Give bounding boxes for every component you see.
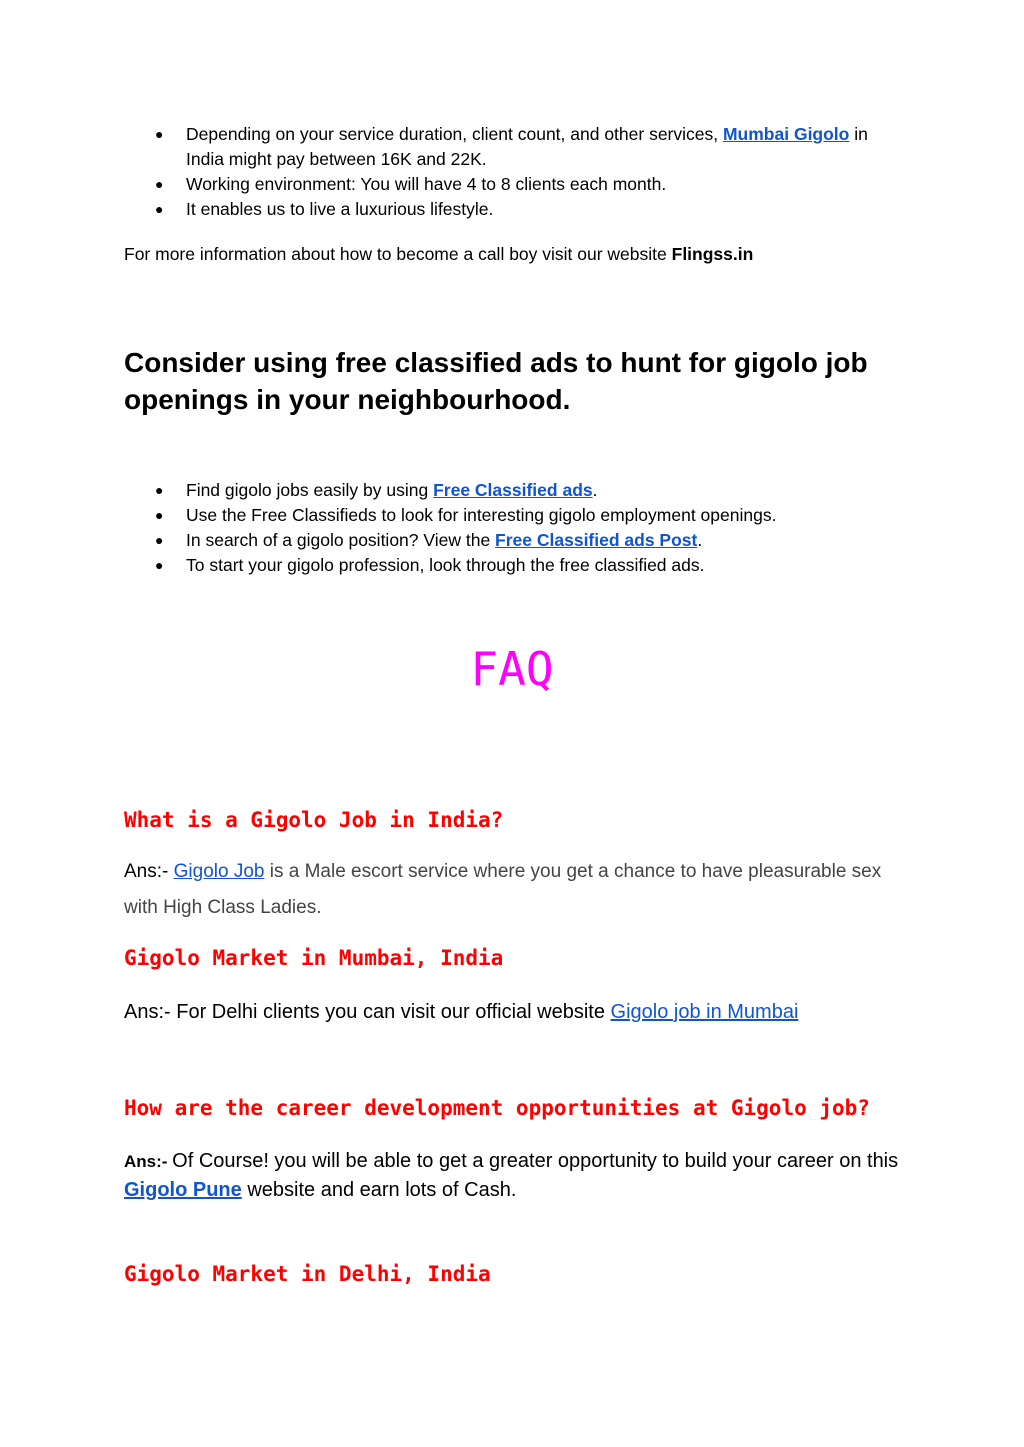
list-item: ● In search of a gigolo position? View the Free Classified ads Post. <box>124 528 924 553</box>
faq-answer: Ans:- Gigolo Job is a Male escort service where you get a chance to have pleasurable sex with High Class Ladies. <box>124 861 882 918</box>
gigolo-pune-link[interactable]: Gigolo Pune <box>124 1179 242 1201</box>
faq-answer: Ans:- For Delhi clients you can visit our official website Gigolo job in Mumbai <box>124 1001 799 1023</box>
free-classified-ads-post-link[interactable]: Free Classified ads Post <box>495 530 698 550</box>
mumbai-gigolo-link[interactable]: Mumbai Gigolo <box>722 124 850 144</box>
faq-question: How are the career development opportunities at Gigolo job? <box>124 1096 870 1120</box>
list-item: ● Depending on your service duration, client count, and other services, Mumbai Gigolo in India might pay between 16K and 22K. <box>124 122 884 172</box>
faq-question: What is a Gigolo Job in India? <box>124 808 504 832</box>
list-item: ● Use the Free Classifieds to look for interesting gigolo employment openings. <box>124 503 924 528</box>
info-paragraph: For more information about how to become a call boy visit our website Flingss.in <box>124 244 754 264</box>
list-item: ● Working environment: You will have 4 to 8 clients each month. <box>124 172 884 197</box>
faq-title: FAQ <box>470 642 554 696</box>
list-item: ● It enables us to live a luxurious lifestyle. <box>124 197 884 222</box>
section-heading: Consider using free classified ads to hunt for gigolo job openings in your neighbourhood. <box>124 347 868 415</box>
gigolo-job-link[interactable]: Gigolo Job <box>173 861 265 882</box>
free-classified-ads-link[interactable]: Free Classified ads <box>433 480 593 500</box>
list-item: ● Find gigolo jobs easily by using Free Classified ads. <box>124 478 924 503</box>
site-name: Flingss.in <box>671 244 754 264</box>
benefits-list <box>124 122 884 222</box>
faq-question: Gigolo Market in Mumbai, India <box>124 946 504 970</box>
faq-question: Gigolo Market in Delhi, India <box>124 1262 491 1286</box>
list-item: ● To start your gigolo profession, look through the free classified ads. <box>124 553 924 578</box>
faq-answer: Ans:- Of Course! you will be able to get a greater opportunity to build your career on this Gigolo Pune website and earn lots of Cash. <box>124 1150 899 1201</box>
gigolo-job-in-mumbai-link[interactable]: Gigolo job in Mumbai <box>610 1001 799 1023</box>
classified-ads-list <box>124 478 924 578</box>
